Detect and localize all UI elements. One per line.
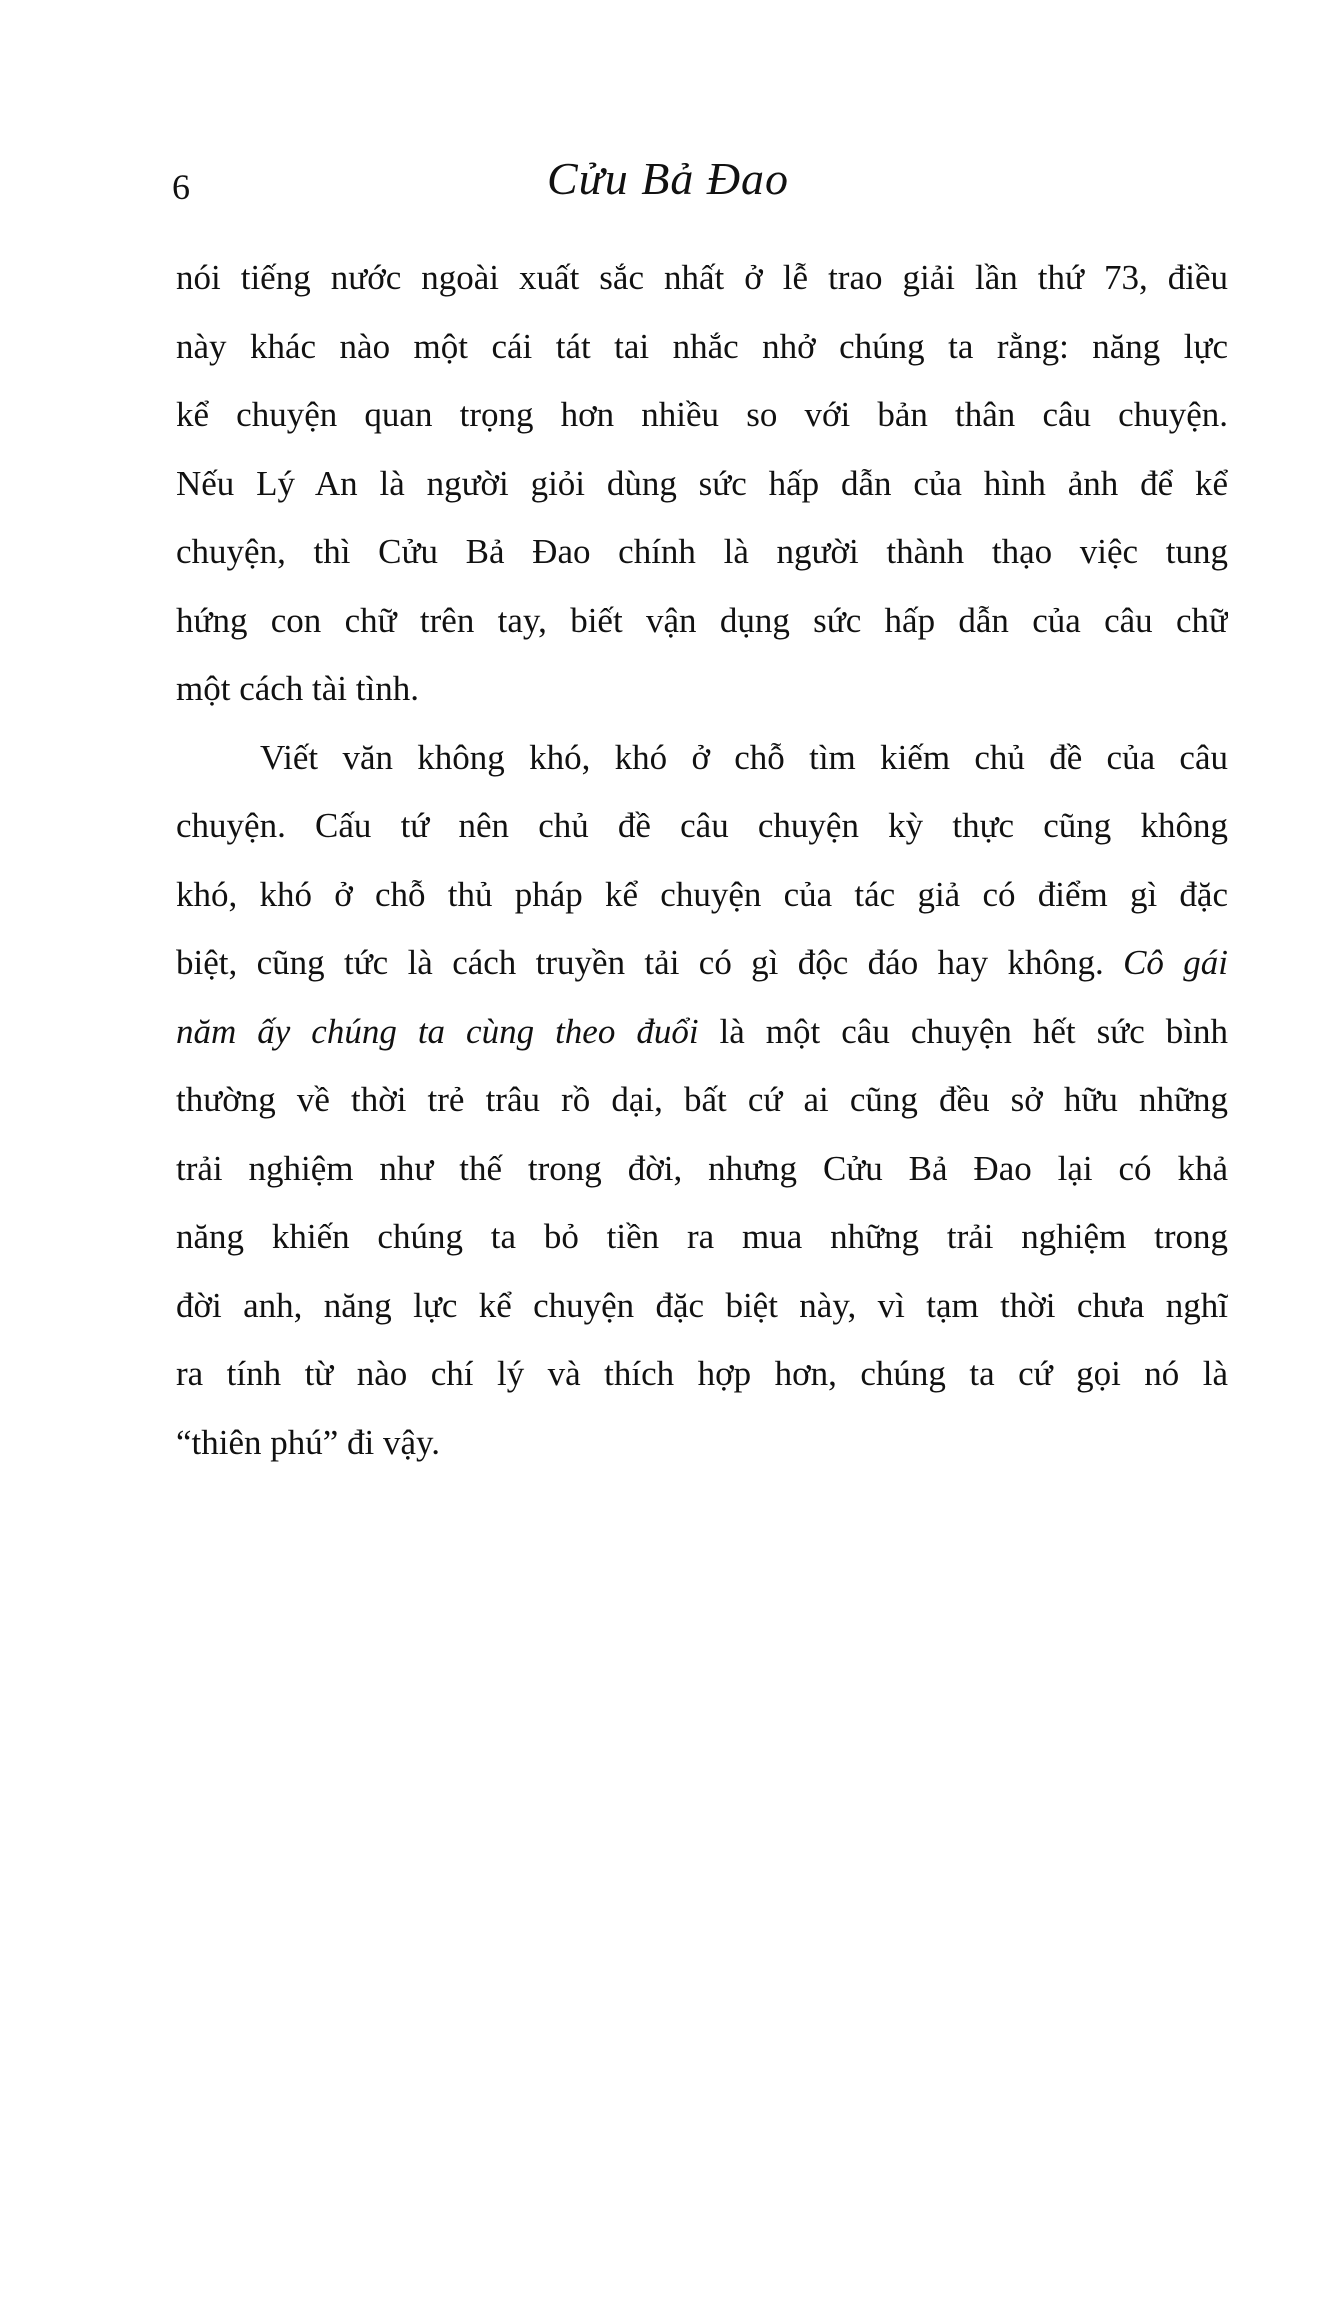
text-line: “thiên phú” đi vậy. [176, 1422, 441, 1462]
page-number: 6 [172, 167, 190, 207]
paragraph [176, 724, 1228, 1478]
text-line: hứng con chữ trên tay, biết vận dụng sức hấp dẫn của câu chữ [176, 600, 1228, 640]
text-segment: biệt, cũng tức là cách truyền tải có gì độc đáo hay không. [176, 943, 1124, 982]
text-line: thường về thời trẻ trâu rồ dại, bất cứ ai cũng đều sở hữu những [176, 1080, 1228, 1119]
text-line [176, 998, 1228, 1067]
text-line: Nếu Lý An là người giỏi dùng sức hấp dẫn của hình ảnh để kể [176, 463, 1228, 503]
text-line: chuyện, thì Cửu Bả Đao chính là người thành thạo việc tung [176, 532, 1228, 571]
text-line [176, 929, 1228, 998]
text-line: một cách tài tình. [176, 669, 419, 708]
paragraph [176, 244, 1228, 724]
book-title-italic: Cô gái [1123, 943, 1228, 982]
text-line: năng khiến chúng ta bỏ tiền ra mua những trải nghiệm trong [176, 1217, 1228, 1256]
text-line: trải nghiệm như thế trong đời, nhưng Cửu Bả Đao lại có khả [176, 1148, 1228, 1188]
text-segment: là một câu chuyện hết sức bình [698, 1011, 1228, 1051]
text-line: Viết văn không khó, khó ở chỗ tìm kiếm chủ đề của câu [260, 737, 1228, 777]
body-text [176, 244, 1228, 1477]
text-line: chuyện. Cấu tứ nên chủ đề câu chuyện kỳ thực cũng không [176, 806, 1228, 845]
running-title: Cửu Bả Đao [546, 153, 790, 204]
text-line: này khác nào một cái tát tai nhắc nhở chúng ta rằng: năng lực [176, 326, 1228, 366]
text-line: kể chuyện quan trọng hơn nhiều so với bản thân câu chuyện. [176, 395, 1228, 434]
text-line: khó, khó ở chỗ thủ pháp kể chuyện của tác giả có điểm gì đặc [176, 874, 1228, 914]
text-line: ra tính từ nào chí lý và thích hợp hơn, chúng ta cứ gọi nó là [176, 1354, 1228, 1393]
text-line: đời anh, năng lực kể chuyện đặc biệt này, vì tạm thời chưa nghĩ [176, 1285, 1228, 1325]
book-title-italic: năm ấy chúng ta cùng theo đuổi [176, 1011, 699, 1051]
text-line: nói tiếng nước ngoài xuất sắc nhất ở lễ trao giải lần thứ 73, điều [176, 258, 1228, 297]
